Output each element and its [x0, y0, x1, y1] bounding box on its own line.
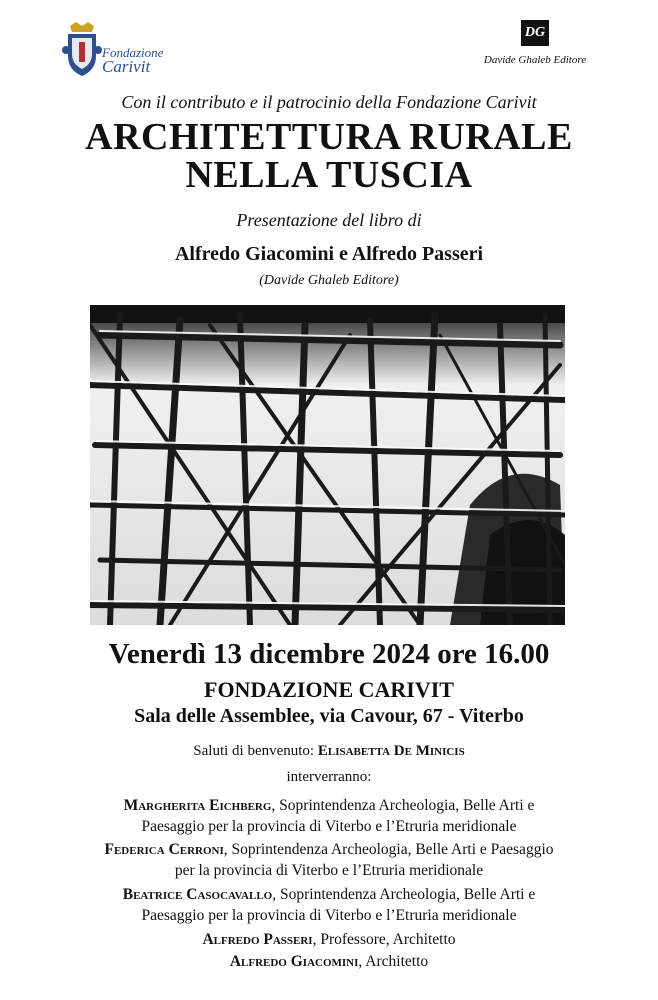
- speaker-role-cont: Paesaggio per la provincia di Viterbo e l’Etruria meridionale: [141, 907, 517, 924]
- welcome-speaker: Elisabetta De Minicis: [317, 743, 465, 759]
- title-line-1: ARCHITETTURA RURALE: [85, 116, 573, 158]
- event-venue: FONDAZIONE CARIVIT: [204, 677, 454, 702]
- speaker-role: , Architetto: [358, 953, 429, 970]
- event-address: Sala delle Assemblee, via Cavour, 67 - Viterbo: [134, 705, 524, 727]
- speaker-entry: [0, 795, 658, 837]
- event-date: Venerdì 13 dicembre 2024 ore 16.00: [108, 638, 550, 670]
- speaker-role: , Soprintendenza Archeologia, Belle Arti e: [271, 797, 535, 814]
- presentation-line: Presentazione del libro di: [236, 210, 422, 230]
- speaker-entry: [0, 951, 658, 972]
- page-title: [0, 118, 658, 194]
- speakers-intro: interverranno:: [286, 769, 372, 785]
- speaker-name: Alfredo Giacomini: [229, 953, 359, 970]
- publisher-logo-name: Davide Ghaleb Editore: [483, 54, 587, 66]
- speaker-entry: [0, 929, 658, 950]
- speaker-name: Beatrice Casocavallo: [122, 886, 273, 903]
- speaker-name: Federica Cerroni: [104, 841, 224, 858]
- coat-of-arms-icon: [62, 22, 102, 78]
- logo-text-line2: Carivit: [102, 57, 151, 76]
- speaker-name: Alfredo Passeri: [202, 931, 313, 948]
- book-authors: Alfredo Giacomini e Alfredo Passeri: [174, 243, 484, 265]
- speaker-role: , Soprintendenza Archeologia, Belle Arti e Paesaggio: [223, 841, 554, 858]
- title-line-2: NELLA TUSCIA: [185, 154, 473, 196]
- speaker-role-cont: per la provincia di Viterbo e l’Etruria meridionale: [174, 862, 484, 879]
- speaker-role: , Professore, Architetto: [312, 931, 456, 948]
- speaker-entry: [0, 839, 658, 881]
- publisher-mark: DG: [521, 20, 549, 46]
- welcome-line: [0, 743, 658, 760]
- logo-text-line1: Fondazione: [102, 45, 164, 60]
- fondazione-carivit-logo: [62, 22, 172, 80]
- scaffolding-photo: [90, 305, 565, 625]
- publisher-logo: [470, 20, 600, 66]
- speaker-role: , Soprintendenza Archeologia, Belle Arti e: [272, 886, 536, 903]
- intro-line: Con il contributo e il patrocinio della Fondazione Carivit: [121, 92, 537, 112]
- speaker-role-cont: Paesaggio per la provincia di Viterbo e l’Etruria meridionale: [141, 818, 517, 835]
- speaker-entry: [0, 884, 658, 926]
- welcome-label: Saluti di benvenuto:: [193, 743, 315, 759]
- speaker-name: Margherita Eichberg: [123, 797, 272, 814]
- book-publisher: (Davide Ghaleb Editore): [259, 273, 399, 288]
